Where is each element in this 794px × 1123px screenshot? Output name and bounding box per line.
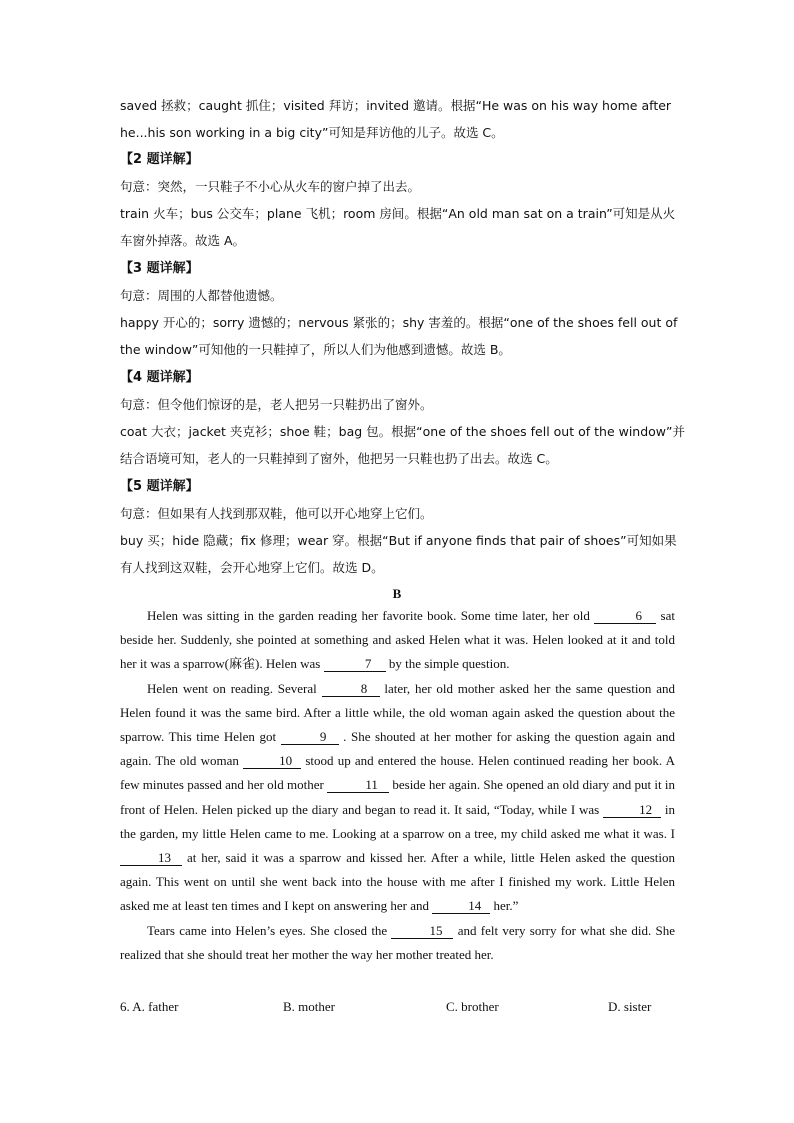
blank-12: 12: [603, 802, 661, 818]
blank-7: 7: [324, 656, 386, 672]
passage-paragraph-2: Helen went on reading. Several 8 later, her old mother asked her the same question and Helen found it was the same bird. After a little while, the old woman again asked the question about the sparrow. This time Helen got 9 . She shouted at her mother for asking the question again and again. The old woman 10 stood up and entered the house. Helen continued reading her book. A few minutes passed and her old mother 11 beside her again. She opened an old diary and put it in front of Helen. Helen picked up the diary and began to read it. It said, “Today, while I was 12 in the garden, my little Helen came to me. Looking at a sparrow on a tree, my child asked me what it was. I 13 at her, said it was a sparrow and kissed her. After a while, little Helen asked the question again. This went on until she went back into the house with me after I finished my work. Little Helen asked me at least ten times and I kept on answering her and 14 her.”: [120, 680, 676, 914]
cloze-passage: [120, 604, 675, 967]
q4-explain-1: coat 大衣；jacket 夹克衫；shoe 鞋；bag 包。根据“one of the shoes fell out of the window”并: [120, 424, 686, 439]
q6-option-d[interactable]: D. sister: [608, 999, 652, 1014]
passage-paragraph-1: Helen was sitting in the garden reading her favorite book. Some time later, her old 6 sat beside her. Suddenly, she pointed at something and asked Helen what it was. Helen looked at it and told her it was a sparrow(麻雀). Helen was 7 by the simple question.: [120, 608, 675, 672]
q4-meaning: 句意：但令他们惊讶的是，老人把另一只鞋扔出了窗外。: [120, 397, 433, 412]
q2-section: [120, 146, 675, 254]
q4-explain-2: 结合语境可知，老人的一只鞋掉到了窗外，他把另一只鞋也扔了出去。故选 C。: [120, 451, 558, 466]
q4-section: [120, 364, 686, 472]
q2-meaning: 句意：突然，一只鞋子不小心从火车的窗户掉了出去。: [120, 179, 421, 194]
q6-option-a[interactable]: 6. A. father: [120, 999, 179, 1014]
q3-explain-1: happy 开心的；sorry 遗憾的；nervous 紧张的；shy 害羞的。根据“one of the shoes fell out of: [120, 315, 678, 330]
blank-14: 14: [432, 898, 490, 914]
q1-line-1: saved 拯救；caught 抓住；visited 拜访；invited 邀请。根据“He was on his way home after: [120, 98, 672, 113]
blank-10: 10: [243, 753, 301, 769]
q2-explain-1: train 火车；bus 公交车；plane 飞机；room 房间。根据“An old man sat on a train”可知是从火: [120, 206, 676, 221]
q1-explanation: [120, 92, 675, 146]
blank-8: 8: [322, 681, 380, 697]
section-title: B: [392, 586, 402, 601]
q3-meaning: 句意：周围的人都替他遗憾。: [120, 288, 283, 303]
q6-options: [120, 995, 675, 1019]
blank-11: 11: [327, 777, 389, 793]
q5-explain-2: 有人找到这双鞋，会开心地穿上它们。故选 D。: [120, 560, 384, 575]
q3-explain-2: the window”可知他的一只鞋掉了，所以人们为他感到遗憾。故选 B。: [120, 342, 511, 357]
q5-header: 【5 题详解】: [120, 479, 199, 494]
q3-header: 【3 题详解】: [120, 261, 199, 276]
blank-15: 15: [391, 923, 453, 939]
blank-6: 6: [594, 608, 656, 624]
passage-paragraph-3: Tears came into Helen’s eyes. She closed the 15 and felt very sorry for what she did. She realized that she should treat her mother the way her mother treated her.: [120, 922, 676, 962]
q5-section: [120, 473, 675, 581]
blank-9: 9: [281, 729, 339, 745]
blank-13: 13: [120, 850, 182, 866]
q2-header: 【2 题详解】: [120, 152, 199, 167]
q6-option-b[interactable]: B. mother: [283, 999, 335, 1014]
q1-line-2: he...his son working in a big city”可知是拜访他的儿子。故选 C。: [120, 125, 504, 140]
q5-meaning: 句意：但如果有人找到那双鞋，他可以开心地穿上它们。: [120, 506, 433, 521]
q3-section: [120, 255, 678, 363]
q4-header: 【4 题详解】: [120, 370, 199, 385]
q2-explain-2: 车窗外掉落。故选 A。: [120, 233, 246, 248]
q6-option-c[interactable]: C. brother: [446, 999, 499, 1014]
q5-explain-1: buy 买；hide 隐藏；fix 修理；wear 穿。根据“But if anyone finds that pair of shoes”可知如果: [120, 533, 677, 548]
